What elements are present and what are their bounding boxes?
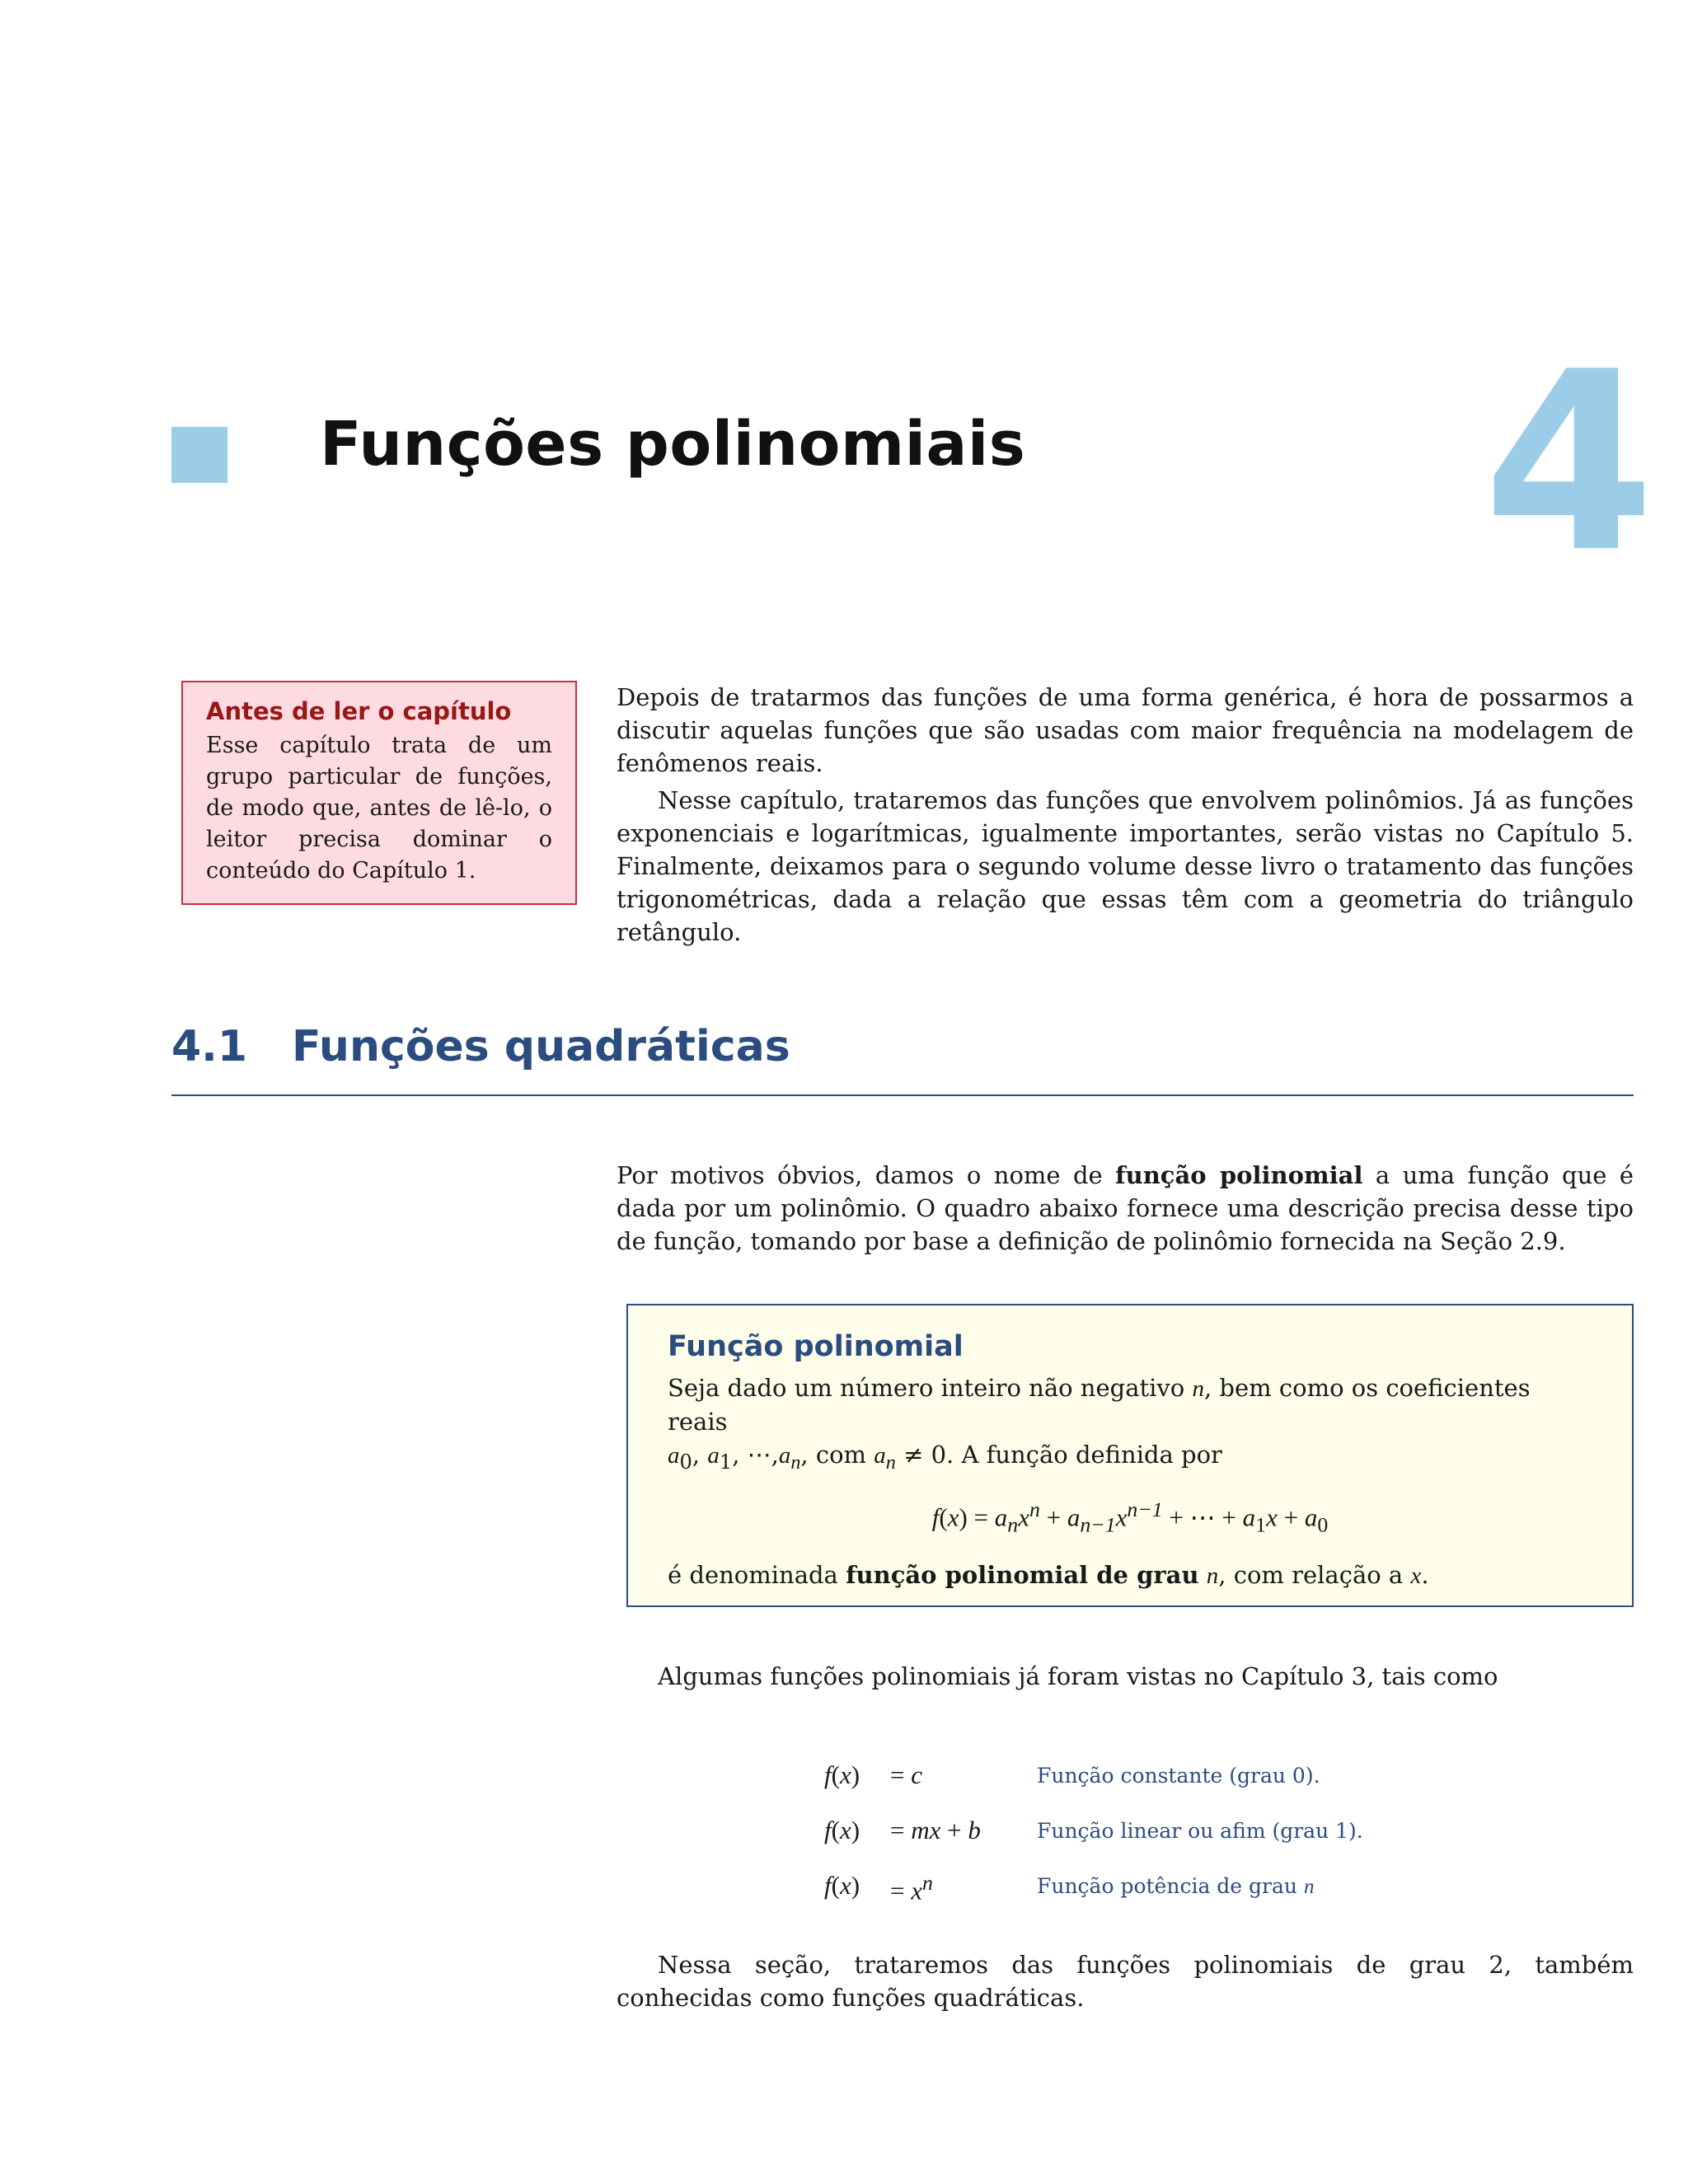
example-note: Função constante (grau 0).: [1037, 1764, 1320, 1788]
prerequisite-title: Antes de ler o capítulo: [206, 697, 512, 725]
example-power-function: [824, 1871, 1566, 1912]
chapter-title: Funções polinomiais: [320, 409, 1026, 480]
definition-conclusion: é denominada função polinomial de grau n, com relação a x.: [668, 1561, 1429, 1590]
chapter-marker-square: [171, 427, 227, 483]
example-rhs: = mx + b: [890, 1816, 981, 1844]
term-polynomial-function: função polinomial: [1115, 1161, 1363, 1189]
example-note: Função potência de grau n: [1037, 1874, 1315, 1898]
example-lhs: f(x): [824, 1871, 860, 1900]
definition-title: Função polinomial: [668, 1330, 964, 1363]
intro-paragraph-1: Depois de tratarmos das funções de uma forma genérica, é hora de possarmos a discutir aquelas funções que são usadas com maior frequência na modelagem de fenômenos reais.: [617, 683, 1634, 777]
section-intro-text-after: a uma função que é dada por um polinômio. O quadro abaixo fornece uma descrição precisa desse tipo de função, tomando por base a definição de polinômio fornecida na Seção 2.9.: [617, 1161, 1634, 1255]
polynomial-formula: $f(x) = a_nx^n + a_{n-1}x^{n-1}$ + ⋯ + $a_1x + a_0$: [931, 1497, 1329, 1537]
chapter-number: 4: [1483, 319, 1655, 607]
section-heading: [171, 1019, 1634, 1096]
section-title: Funções quadráticas: [292, 1022, 790, 1071]
examples-intro: Algumas funções polinomiais já foram vistas no Capítulo 3, tais como: [658, 1662, 1498, 1690]
closing-paragraph: Nessa seção, trataremos das funções polinomiais de grau 2, também conhecidas como funções quadráticas.: [617, 1951, 1634, 2012]
prerequisite-text: Esse capítulo trata de um grupo particular de funções, de modo que, antes de lê-lo, o leitor precisa dominar o conteúdo do Capítulo 1.: [206, 733, 552, 883]
example-constant-function: [824, 1760, 1566, 1802]
definition-statement: Seja dado um número inteiro não negativo n, bem como os coeficientes reais $a_0$, $a_1$, $\cdots,a_n$, com $a_n \ne 0$. A função definida por: [668, 1374, 1531, 1474]
example-note: Função linear ou afim (grau 1).: [1037, 1819, 1363, 1843]
example-rhs: = c: [890, 1760, 922, 1789]
example-rhs: = $x^n$: [890, 1871, 933, 1905]
example-lhs: f(x): [824, 1760, 860, 1789]
intro-paragraph-2: Nesse capítulo, trataremos das funções que envolvem polinômios. Já as funções exponenciais e logarítmicas, igualmente importantes, serão vistas no Capítulo 5. Finalmente, deixamos para o segundo volume desse livro o tratamento das funções trigonométricas, dada a relação que essas têm com a geometria do triângulo retângulo.: [617, 786, 1634, 946]
example-linear-function: [824, 1816, 1566, 1857]
definition-box: [626, 1304, 1634, 1607]
section-intro-text-before: Por motivos óbvios, damos o nome de: [617, 1161, 1103, 1189]
example-lhs: f(x): [824, 1816, 860, 1844]
section-intro-paragraph: [617, 1159, 1634, 1258]
prerequisite-box: [181, 681, 577, 905]
section-number: 4.1: [171, 1022, 248, 1071]
